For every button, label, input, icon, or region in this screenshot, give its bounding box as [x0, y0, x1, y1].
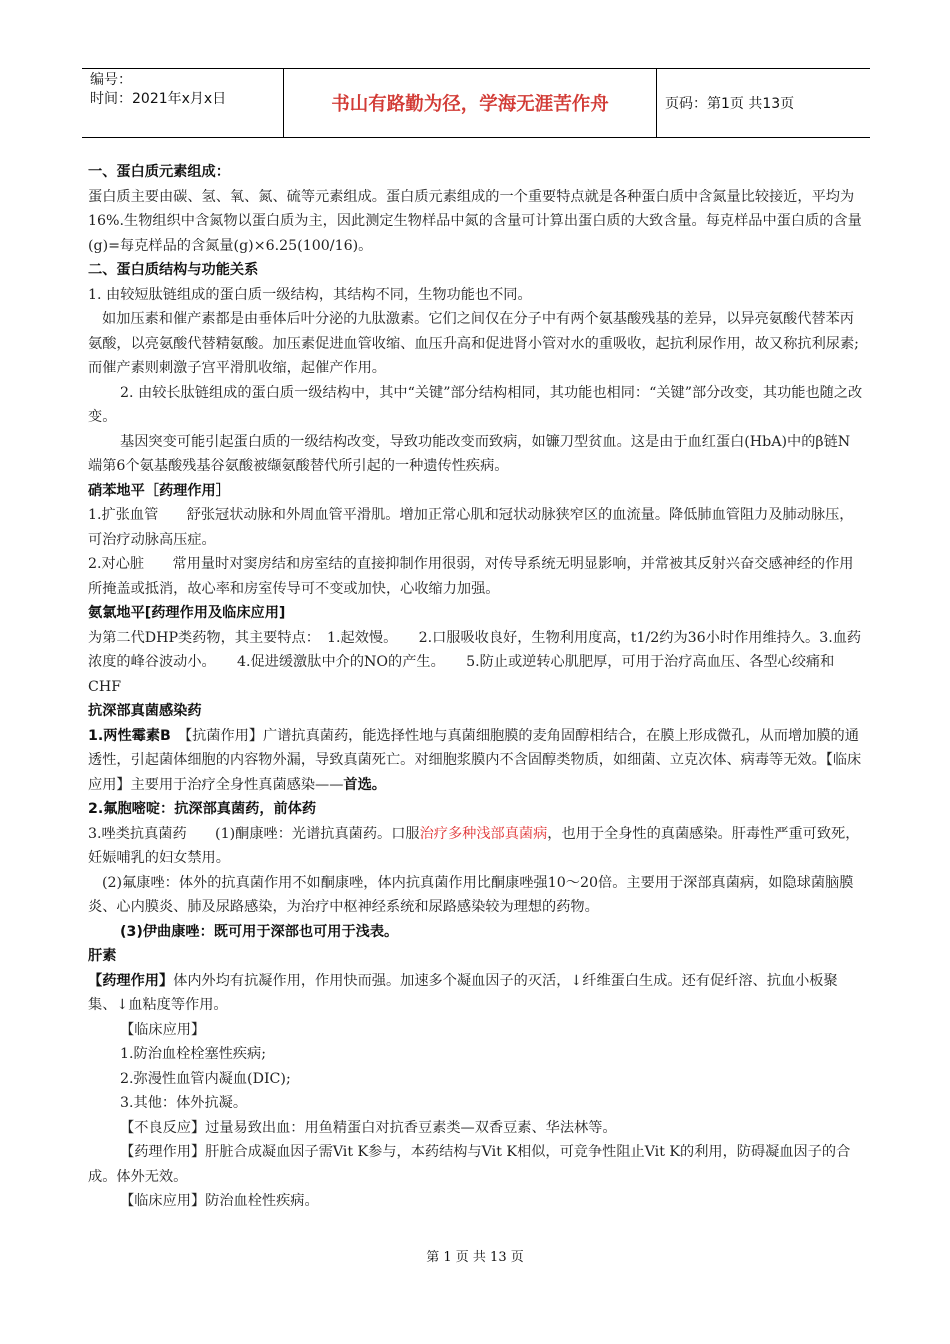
paragraph: 2.氟胞嘧啶：抗深部真菌药，前体药 [88, 801, 317, 817]
paragraph: 2.弥漫性血管内凝血(DIC); [120, 1070, 291, 1087]
paragraph: 1.防治血栓栓塞性疾病; [120, 1046, 267, 1062]
paragraph: 【不良反应】过量易致出血：用鱼精蛋白对抗香豆素类—双香豆素、华法林等。 [120, 1119, 617, 1136]
paragraph-text: ，也用于全身性的真菌感染。肝毒性严重可致死，妊娠哺乳的妇女禁用。 [88, 825, 860, 866]
paragraph-text: 体内外均有抗凝作用，作用快而强。加速多个凝血因子的灭活，↓纤维蛋白生成。还有促纤溶、抗血小板聚集、↓血粘度等作用。 [88, 972, 838, 1013]
page-footer: 第 1 页 共 13 页 [426, 1250, 524, 1265]
section-title: 抗深部真菌感染药 [88, 703, 202, 719]
paragraph: 为第二代DHP类药物，其主要特点： 1.起效慢。 2.口服吸收良好，生物利用度高，t1/2约为36小时作用维持久。3.血药浓度的峰谷波动小。 4.促进缓激肽中介的NO的产生。 5.防止或逆转心肌肥厚，可用于治疗高血压、各型心绞痛和CHF [88, 629, 862, 695]
number-label: 编号： [90, 72, 132, 88]
drug-name: 1.两性霉素B [88, 727, 171, 744]
emphasis-text: 首选。 [343, 776, 386, 793]
section-title: 硝苯地平［药理作用］ [88, 482, 230, 499]
motto: 书山有路勤为径，学海无涯苦作舟 [283, 69, 657, 137]
page-info: 页码：第1页 共13页 [665, 96, 795, 112]
page-header [82, 68, 870, 138]
header-left [82, 69, 283, 137]
paragraph: 1. 由较短肽链组成的蛋白质一级结构，其结构不同，生物功能也不同。 [88, 286, 532, 303]
paragraph: 1.扩张血管 舒张冠状动脉和外周血管平滑肌。增加正常心肌和冠状动脉狭窄区的血流量。降低肺血管阻力及肺动脉压，可治疗动脉高压症。 [88, 507, 854, 548]
tag-text: 【药理作用】 [88, 972, 174, 989]
section-title: 肝素 [88, 948, 117, 964]
paragraph [88, 724, 864, 798]
paragraph [88, 969, 864, 1018]
section-title: 一、蛋白质元素组成： [88, 164, 230, 180]
paragraph-text: 3.唑类抗真菌药 (1)酮康唑：光谱抗真菌药。口服 [88, 825, 420, 842]
paragraph: 如加压素和催产素都是由垂体后叶分泌的九肽激素。它们之间仅在分子中有两个氨基酸残基的差异，以异亮氨酸代替苯丙氨酸，以亮氨酸代替精氨酸。加压素促进血管收缩、血压升高和促进肾小管对水的重吸收，起抗利尿作用，故又称抗利尿素;而催产素则刺激子宫平滑肌收缩，起催产作用。 [88, 311, 859, 376]
paragraph: 2. 由较长肽链组成的蛋白质一级结构中，其中“关键”部分结构相同，其功能也相同：“关键”部分改变，其功能也随之改变。 [88, 384, 863, 425]
paragraph [88, 822, 864, 871]
section-title: 氨氯地平[药理作用及临床应用] [88, 605, 286, 621]
paragraph-text: 【抗菌作用】广谱抗真菌药，能选择性地与真菌细胞膜的麦角固醇相结合，在膜上形成微孔，从而增加膜的通透性，引起菌体细胞的内容物外漏，导致真菌死亡。对细胞浆膜内不含固醇类物质，如细菌、立克次体、病毒等无效。【临床应用】主要用于治疗全身性真菌感染—— [88, 727, 862, 793]
paragraph: 【临床应用】 [120, 1021, 206, 1038]
paragraph: 基因突变可能引起蛋白质的一级结构改变，导致功能改变而致病，如镰刀型贫血。这是由于血红蛋白(HbA)中的β链N端第6个氨基酸残基谷氨酸被缬氨酸替代所引起的一种遗传性疾病。 [88, 433, 851, 474]
paragraph: 蛋白质主要由碳、氢、氧、氮、硫等元素组成。蛋白质元素组成的一个重要特点就是各种蛋白质中含氮量比较接近，平均为16%.生物组织中含氮物以蛋白质为主，因此测定生物样品中氮的含量可计算出蛋白质的大致含量。每克样品中蛋白质的含量(g)=每克样品的含氮量(g)×6.25(100/16)。 [88, 188, 862, 254]
section-title: 二、蛋白质结构与功能关系 [88, 262, 259, 278]
highlight-text: 治疗多种浅部真菌病 [419, 825, 548, 842]
date-label: 时间：2021年x月x日 [90, 91, 227, 107]
paragraph: (3)伊曲康唑：既可用于深部也可用于浅表。 [120, 923, 399, 940]
paragraph: 【临床应用】防治血栓性疾病。 [120, 1193, 319, 1209]
paragraph: (2)氟康唑：体外的抗真菌作用不如酮康唑，体内抗真菌作用比酮康唑强10～20倍。主要用于深部真菌病，如隐球菌脑膜炎、心内膜炎、肺及尿路感染，为治疗中枢神经系统和尿路感染较为理想的药物。 [88, 874, 854, 915]
document-body [88, 160, 864, 1214]
paragraph: 2.对心脏 常用量时对窦房结和房室结的直接抑制作用很弱，对传导系统无明显影响，并常被其反射兴奋交感神经的作用所掩盖或抵消，故心率和房室传导可不变或加快，心收缩力加强。 [88, 556, 854, 597]
paragraph: 3.其他：体外抗凝。 [120, 1095, 248, 1111]
paragraph: 【药理作用】肝脏合成凝血因子需Vit K参与，本药结构与Vit K相似，可竞争性阻止Vit K的利用，防碍凝血因子的合成。体外无效。 [88, 1144, 851, 1185]
